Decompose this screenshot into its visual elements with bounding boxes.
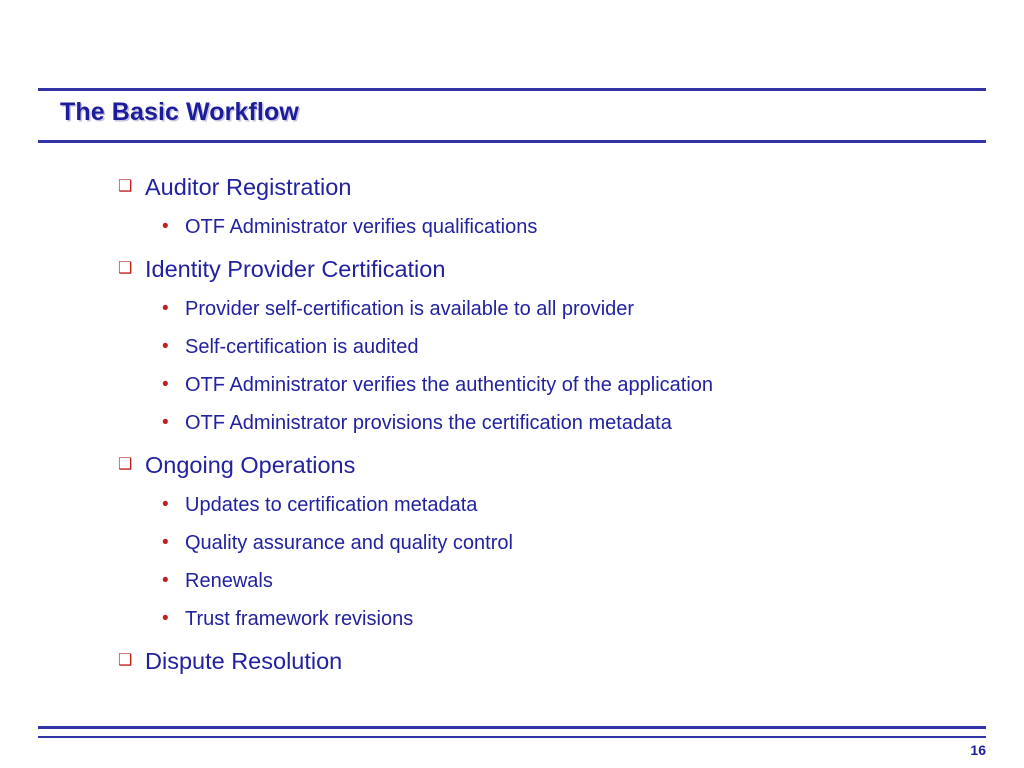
slide-body [110,168,990,682]
list-item-text: Updates to certification metadata [185,494,478,516]
square-bullet-icon: ❑ [118,260,133,277]
list-item-level2 [110,524,990,562]
list-item-level2 [110,404,990,442]
list-item-level2 [110,600,990,638]
list-item-level2 [110,290,990,328]
round-bullet-icon: • [162,608,169,629]
list-item-level2 [110,486,990,524]
page-title: The Basic Workflow [60,98,299,126]
footer-divider-top [38,726,986,729]
list-item-level2 [110,562,990,600]
list-item-text: Dispute Resolution [145,648,343,674]
list-item-text: OTF Administrator verifies qualifications [185,216,538,238]
round-bullet-icon: • [162,494,169,515]
list-item-level1 [110,446,990,484]
list-item-text: Ongoing Operations [145,452,356,478]
list-item-text: OTF Administrator provisions the certification metadata [185,412,672,434]
list-item-text: Provider self-certification is available to all provider [185,298,635,320]
list-item-level1 [110,250,990,288]
list-item-text: Renewals [185,570,273,592]
round-bullet-icon: • [162,412,169,433]
bullet-group [110,168,990,246]
list-item-text: OTF Administrator verifies the authenticity of the application [185,374,714,396]
bullet-group [110,250,990,442]
square-bullet-icon: ❑ [118,456,133,473]
list-item-level2 [110,366,990,404]
page-number: 16 [970,742,986,758]
bullet-group [110,642,990,680]
footer-divider-bottom [38,736,986,738]
round-bullet-icon: • [162,570,169,591]
list-item-level2 [110,328,990,366]
title-divider-top [38,88,986,91]
list-item-text: Identity Provider Certification [145,256,446,282]
round-bullet-icon: • [162,216,169,237]
list-item-level1 [110,642,990,680]
square-bullet-icon: ❑ [118,652,133,669]
list-item-level1 [110,168,990,206]
list-item-text: Auditor Registration [145,174,352,200]
list-item-level2 [110,208,990,246]
round-bullet-icon: • [162,298,169,319]
bullet-group [110,446,990,638]
title-divider-bottom [38,140,986,143]
round-bullet-icon: • [162,532,169,553]
round-bullet-icon: • [162,336,169,357]
list-item-text: Self-certification is audited [185,336,419,358]
round-bullet-icon: • [162,374,169,395]
square-bullet-icon: ❑ [118,178,133,195]
list-item-text: Quality assurance and quality control [185,532,513,554]
list-item-text: Trust framework revisions [185,608,414,630]
